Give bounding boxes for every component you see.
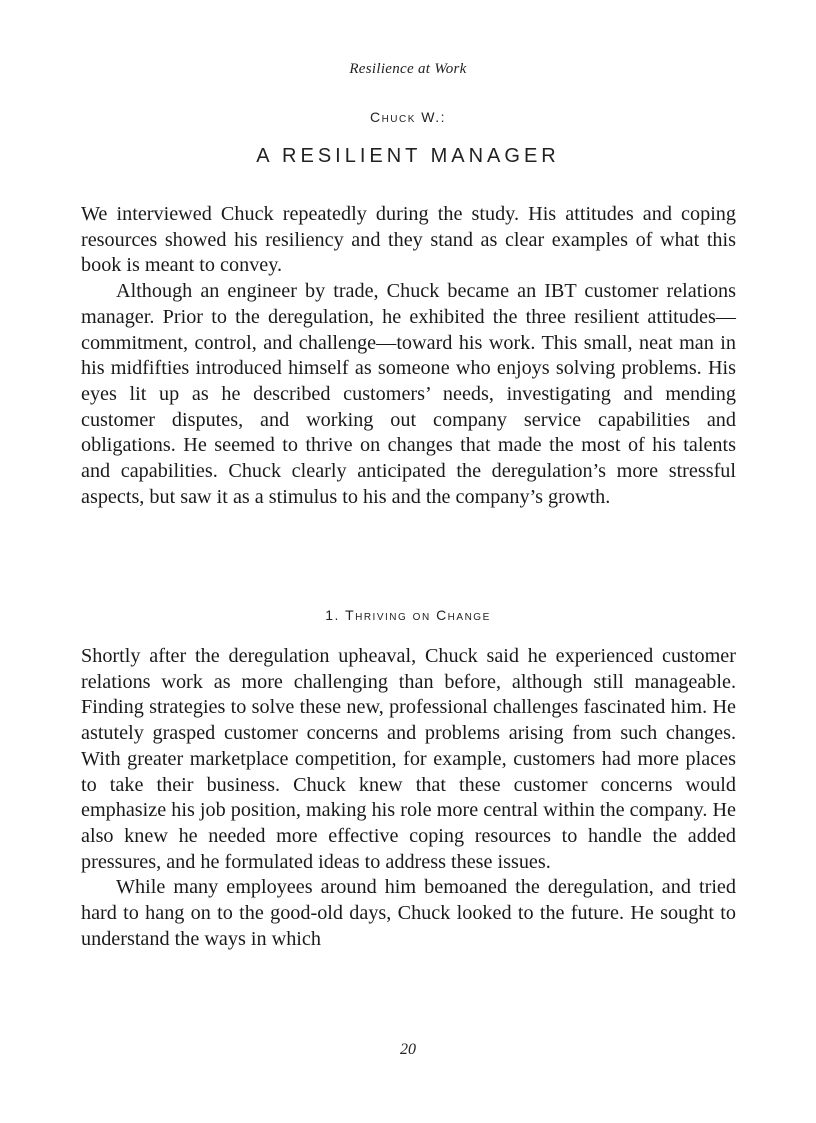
section-heading: 1. Thriving on Change — [325, 607, 491, 623]
section-text — [81, 644, 736, 952]
paragraph: We interviewed Chuck repeatedly during the study. His attitudes and coping resources showed his resiliency and they stand as clear examples of what this book is meant to convey. — [81, 203, 736, 277]
intro-text — [81, 202, 736, 510]
running-head: Resilience at Work — [349, 61, 467, 77]
page-number: 20 — [400, 1041, 416, 1058]
paragraph: Although an engineer by trade, Chuck became an IBT customer relations manager. Prior to the deregulation, he exhibited the three resilient attitudes—commitment, control, and challenge—toward his work. This small, neat man in his midfifties introduced himself as someone who enjoys solving problems. His eyes lit up as he described customers’ needs, investigating and mending customer disputes, and working out company service capabilities and obligations. He seemed to thrive on changes that made the most of his talents and capabilities. Chuck clearly anticipated the deregulation’s more stressful aspects, but saw it as a stimulus to his and the company’s growth. — [81, 280, 736, 508]
chapter-title: A RESILIENT MANAGER — [256, 145, 560, 167]
paragraph: Shortly after the deregulation upheaval, Chuck said he experienced customer relations work as more challenging than before, although still manageable. Finding strategies to solve these new, professional challenges fascinated him. He astutely grasped customer concerns and problems arising from such changes. With greater marketplace competition, for example, customers had more places to take their business. Chuck knew that these customer concerns would emphasize his job position, making his role more central within the company. He also knew he needed more effective coping resources to handle the added pressures, and he formulated ideas to address these issues. — [81, 645, 736, 873]
chapter-subtitle: Chuck W.: — [369, 109, 447, 125]
paragraph: While many employees around him bemoaned the deregulation, and tried hard to hang on to the good-old days, Chuck looked to the future. He sought to understand the ways in which — [81, 876, 736, 950]
